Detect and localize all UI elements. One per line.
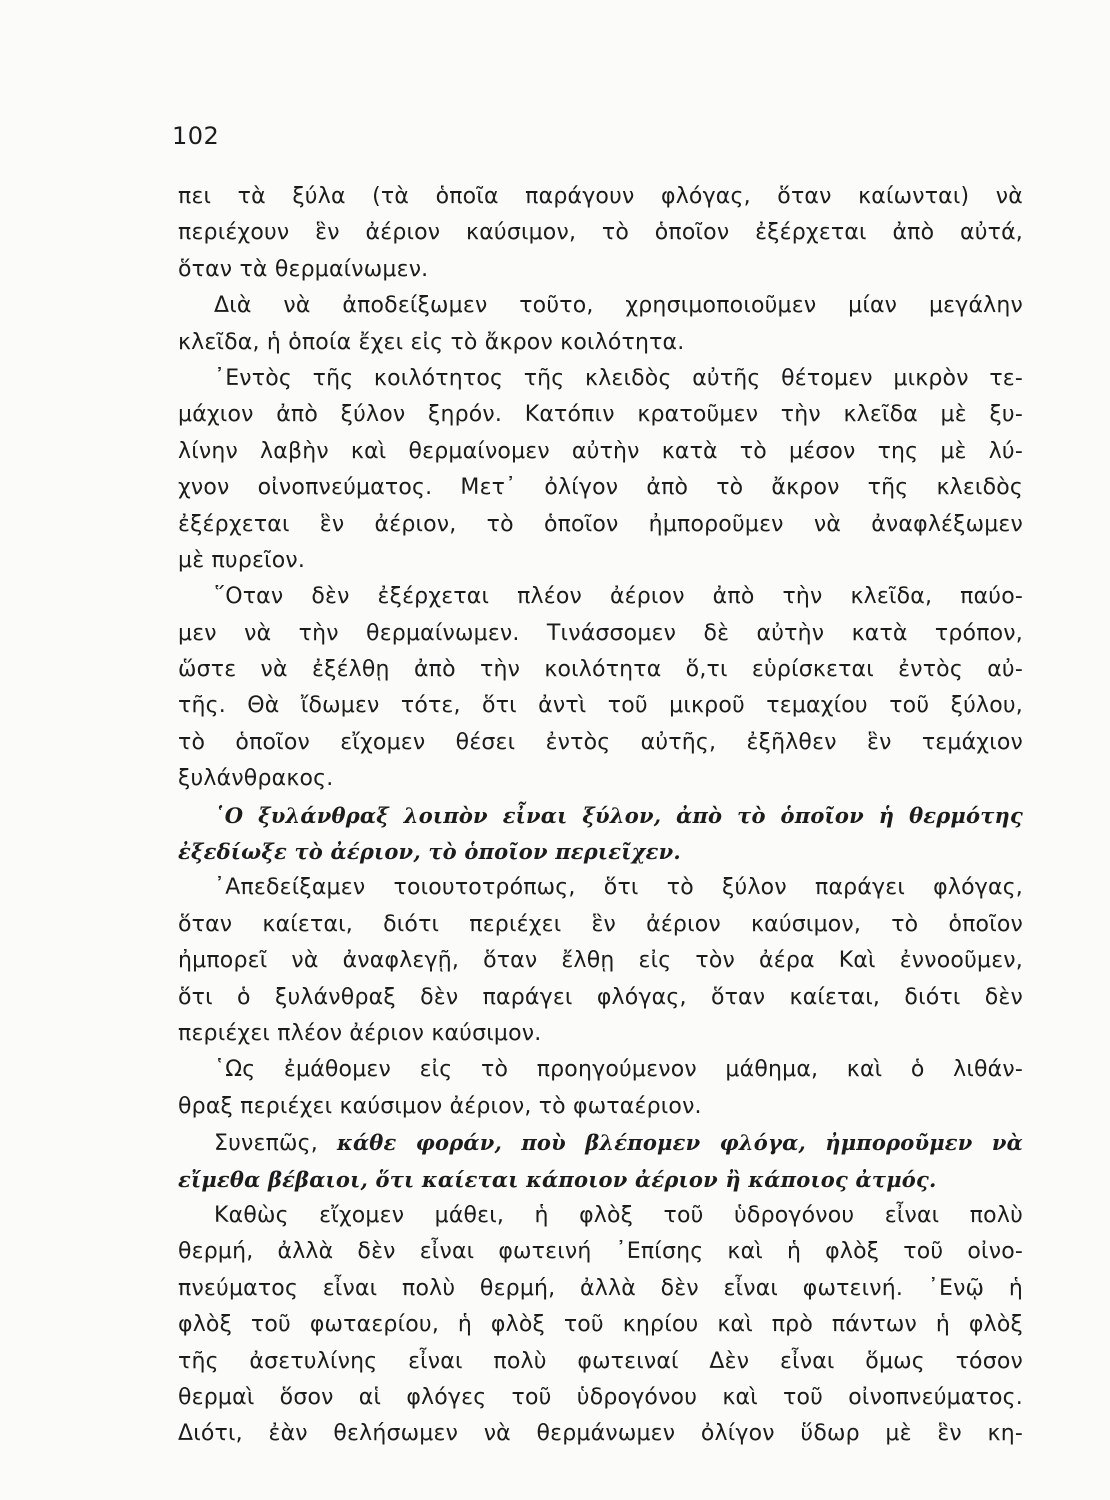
emphasis-line: ῾Ο ξυλάνθραξ λοιπὸν εἶναι ξύλον, ἀπὸ τὸ ὁποῖον ἡ θερμότης [214,802,1023,828]
emphasis-line: ἐξεδίωξε τὸ ἀέριον, τὸ ὁποῖον περιεῖχεν. [178,839,681,865]
text-line: ὅταν τὰ θερμαίνωμεν. [178,256,429,282]
text-line: περιέχει πλέον ἀέριον καύσιμον. [178,1020,542,1046]
text-line: πνεύματος εἶναι πολὺ θερμή, ἀλλὰ δὲν εἶναι φωτεινή. ᾿Ενῷ ἡ [178,1275,1023,1301]
text-line: Διὰ νὰ ἀποδείξωμεν τοῦτο, χρησιμοποιοῦμεν μίαν μεγάλην [214,293,1023,319]
text-line: τῆς ἀσετυλίνης εἶναι πολὺ φωτειναί Δὲν εἶναι ὅμως τόσον [178,1348,1023,1374]
text-line: ὥστε νὰ ἐξέλθῃ ἀπὸ τὴν κοιλότητα ὅ,τι εὑρίσκεται ἐντὸς αὐ- [178,657,1023,683]
text-line: Διότι, ἐὰν θελήσωμεν νὰ θερμάνωμεν ὀλίγον ὕδωρ μὲ ἓν κη- [178,1421,1023,1447]
text-line: ῾Ως ἐμάθομεν εἰς τὸ προηγούμενον μάθημα, καὶ ὁ λιθάν- [214,1057,1023,1083]
text-line: περιέχουν ἓν ἀέριον καύσιμον, τὸ ὁποῖον ἐξέρχεται ἀπὸ αὐτά, [178,220,1023,246]
text-line: κλεῖδα, ἡ ὁποία ἔχει εἰς τὸ ἄκρον κοιλότητα. [178,329,685,355]
text-line: μάχιον ἀπὸ ξύλον ξηρόν. Κατόπιν κρατοῦμεν τὴν κλεῖδα μὲ ξυ- [178,402,1023,428]
text-line: θραξ περιέχει καύσιμον ἀέριον, τὸ φωταέριον. [178,1093,702,1119]
text-line: τῆς. Θὰ ἴδωμεν τότε, ὅτι ἀντὶ τοῦ μικροῦ τεμαχίου τοῦ ξύλου, [178,693,1023,719]
text-line: ᾿Απεδείξαμεν τοιουτοτρόπως, ὅτι τὸ ξύλον παράγει φλόγας, [214,875,1023,901]
body-text [178,179,1023,1453]
text-line: φλὸξ τοῦ φωταερίου, ἡ φλὸξ τοῦ κηρίου καὶ πρὸ πάντων ἡ φλὸξ [178,1312,1023,1338]
text-line: τὸ ὁποῖον εἴχομεν θέσει ἐντὸς αὐτῆς, ἐξῆλθεν ἓν τεμάχιον [178,729,1023,755]
page-number: 102 [172,122,220,150]
text-line: πει τὰ ξύλα (τὰ ὁποῖα παράγουν φλόγας, ὅταν καίωνται) νὰ [178,184,1023,209]
text-line: ὅταν καίεται, διότι περιέχει ἓν ἀέριον καύσιμον, τὸ ὁποῖον [178,911,1023,937]
text-line: ῞Οταν δὲν ἐξέρχεται πλέον ἀέριον ἀπὸ τὴν κλεῖδα, παύο- [214,584,1023,610]
plain-segment: Συνεπῶς, [214,1131,337,1157]
text-line: ἠμπορεῖ νὰ ἀναφλεγῇ, ὅταν ἔλθῃ εἰς τὸν ἀέρα Καὶ ἐννοοῦμεν, [178,948,1023,974]
text-line: χνον οἰνοπνεύματος. Μετ᾿ ὀλίγον ἀπὸ τὸ ἄκρον τῆς κλειδὸς [178,475,1023,501]
emphasis-segment: κάθε φοράν, ποὺ βλέπομεν φλόγα, ἠμποροῦμεν νὰ [337,1130,1023,1156]
text-line: Καθὼς εἴχομεν μάθει, ἡ φλὸξ τοῦ ὑδρογόνου εἶναι πολὺ [214,1202,1023,1228]
text-line: θερμαὶ ὅσον αἱ φλόγες τοῦ ὑδρογόνου καὶ τοῦ οἰνοπνεύματος. [178,1384,1023,1410]
text-line: μεν νὰ τὴν θερμαίνωμεν. Τινάσσομεν δὲ αὐτὴν κατὰ τρόπον, [178,620,1023,646]
text-line: ὅτι ὁ ξυλάνθραξ δὲν παράγει φλόγας, ὅταν καίεται, διότι δὲν [178,984,1023,1010]
text-line: ἐξέρχεται ἓν ἀέριον, τὸ ὁποῖον ἠμποροῦμεν νὰ ἀναφλέξωμεν [178,511,1023,537]
emphasis-line: εἴμεθα βέβαιοι, ὅτι καίεται κάποιον ἀέριον ἢ κάποιος ἀτμός. [178,1166,937,1192]
text-line: ᾿Εντὸς τῆς κοιλότητος τῆς κλειδὸς αὐτῆς θέτομεν μικρὸν τε- [214,365,1023,391]
text-line: μὲ πυρεῖον. [178,547,306,573]
text-line: θερμή, ἀλλὰ δὲν εἶναι φωτεινή ᾿Επίσης καὶ ἡ φλὸξ τοῦ οἰνο- [178,1239,1023,1265]
mixed-line [178,1125,1023,1161]
text-line: λίνην λαβὴν καὶ θερμαίνομεν αὐτὴν κατὰ τὸ μέσον της μὲ λύ- [178,438,1023,464]
text-line: ξυλάνθρακος. [178,766,334,792]
